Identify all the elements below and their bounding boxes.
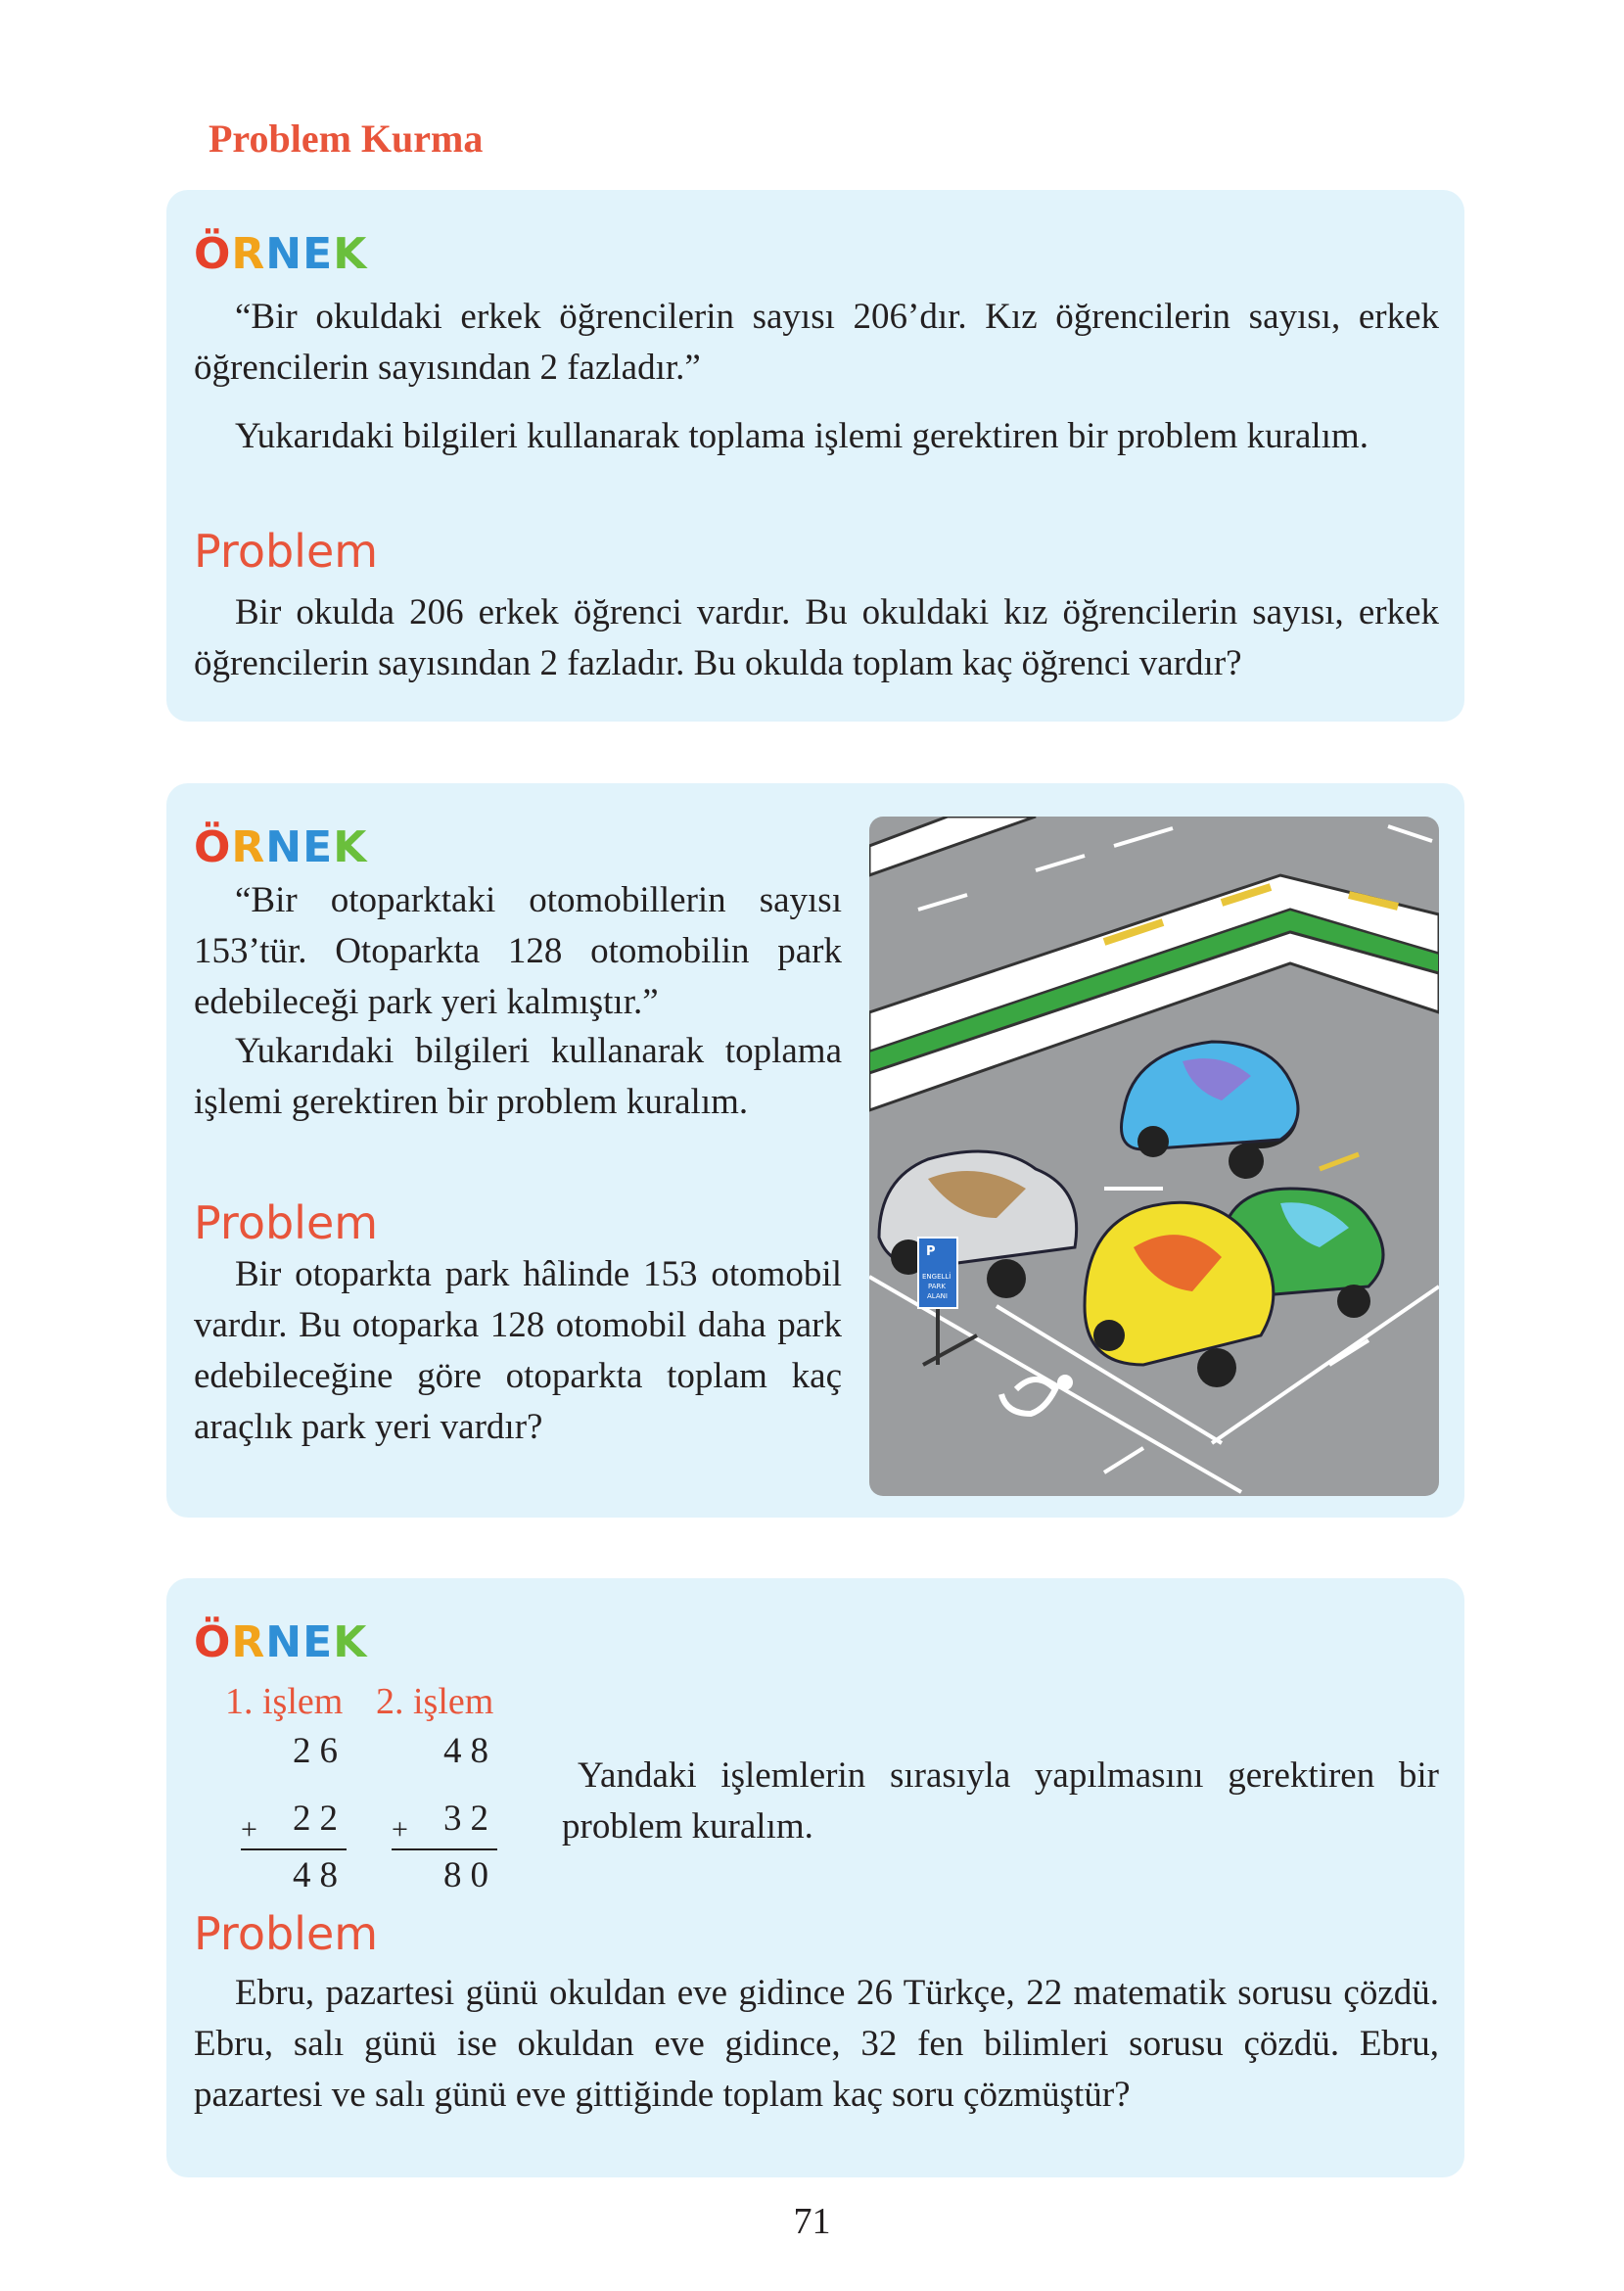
op1-addend-2: 22 [293,1799,347,1839]
operation-2-label: 2. işlem [376,1681,494,1722]
given-text: “Bir otoparktaki otomobillerin sayısı 153’tür. Otoparkta 128 otomobilin park edebileceği park yeri kalmıştır.” [194,880,842,1022]
op2-addend-2: 32 [443,1799,497,1839]
problem-text: Ebru, pazartesi günü okuldan eve gidince 26 Türkçe, 22 matematik sorusu çözdü. Ebru, salı günü ise okuldan eve gidince, 32 fen bilimleri sorusu çözdü. Ebru, pazartesi ve salı günü eve gittiğinde toplam kaç soru çözmüştür? [194,1973,1439,2115]
ornek-label: ÖRNEK [194,229,368,279]
page-number: 71 [793,2201,831,2242]
op2-sum-line [392,1848,497,1850]
ornek-label: ÖRNEK [194,822,368,872]
op1-result: 48 [293,1855,347,1895]
instruction-text: Yukarıdaki bilgileri kullanarak toplama işlemi gerektiren bir problem kuralım. [194,1031,842,1122]
instruction-text: Yukarıdaki bilgileri kullanarak toplama işlemi gerektiren bir problem kuralım. [235,416,1369,456]
problem-text: Bir okulda 206 erkek öğrenci vardır. Bu okuldaki kız öğrencilerin sayısı, erkek öğrencilerin sayısından 2 fazladır. Bu okulda toplam kaç öğrenci vardır? [194,592,1439,683]
example-box-3 [166,1578,1464,2177]
op2-addend-1: 48 [443,1731,497,1771]
problem-heading: Problem [194,1196,379,1249]
op1-plus-sign: + [241,1813,257,1846]
parking-lot-image [869,817,1439,1496]
operation-1-label: 1. işlem [225,1681,344,1722]
sign-text-2: PARK [928,1283,947,1290]
ornek-label: ÖRNEK [194,1617,368,1667]
op2-plus-sign: + [392,1813,408,1846]
example-box-2 [166,783,1464,1518]
op1-sum-line [241,1848,347,1850]
op1-addend-1: 26 [293,1731,347,1771]
parking-lot-illustration [869,817,1439,1496]
problem-heading: Problem [194,1907,379,1960]
sign-text-p: P [926,1244,936,1259]
given-text: “Bir okuldaki erkek öğrencilerin sayısı 206’dır. Kız öğrencilerin sayısı, erkek öğrencilerin sayısından 2 fazladır.” [194,297,1439,388]
op2-result: 80 [443,1855,497,1895]
example-box-1 [166,190,1464,722]
instruction-text: Yandaki işlemlerin sırasıyla yapılmasını gerektiren bir problem kuralım. [562,1755,1439,1847]
sign-text-1: ENGELLİ [922,1273,951,1281]
section-title: Problem Kurma [209,117,484,161]
problem-heading: Problem [194,525,379,578]
sign-text-3: ALANI [927,1292,948,1300]
problem-text: Bir otoparkta park hâlinde 153 otomobil vardır. Bu otoparka 128 otomobil daha park edebileceğine göre otoparkta toplam kaç araçlık park yeri vardır? [194,1254,842,1447]
